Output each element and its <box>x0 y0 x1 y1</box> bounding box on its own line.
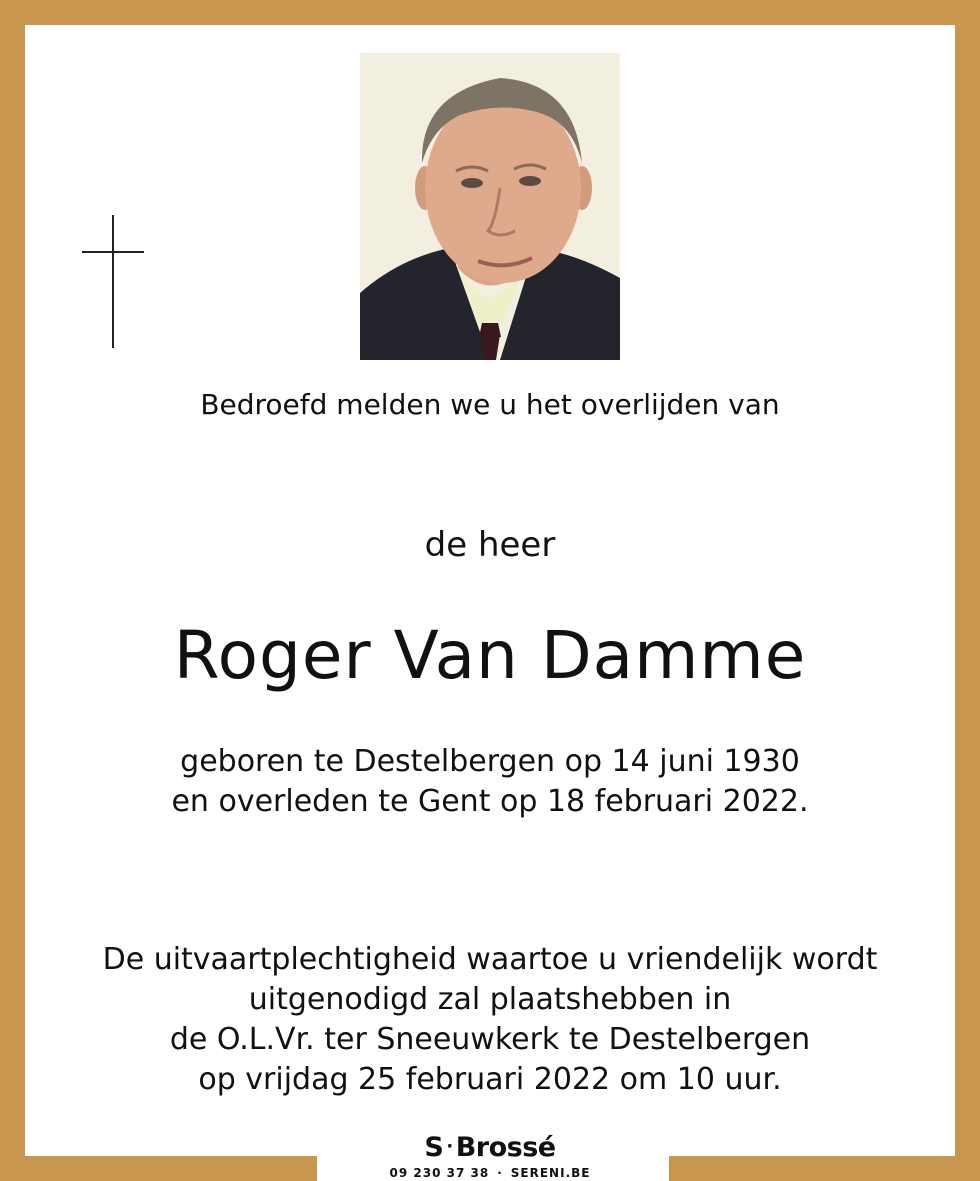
ceremony-line: op vrijdag 25 februari 2022 om 10 uur. <box>198 1062 782 1097</box>
ceremony-details <box>0 940 980 1100</box>
deceased-name: Roger Van Damme <box>173 617 807 694</box>
portrait-photo <box>360 53 620 360</box>
logo-name: Brossé <box>455 1132 556 1163</box>
honorific: de heer <box>424 525 556 565</box>
ceremony-line: de O.L.Vr. ter Sneeuwkerk te Destelbergen <box>169 1022 811 1057</box>
funeral-home-logo <box>0 1132 980 1163</box>
ceremony-line: uitgenodigd zal plaatshebben in <box>248 982 732 1017</box>
logo-dot: · <box>446 1136 453 1157</box>
logo-initial: S <box>424 1132 444 1163</box>
intro-text: Bedroefd melden we u het overlijden van <box>200 388 780 421</box>
death-line: en overleden te Gent op 18 februari 2022. <box>171 784 809 819</box>
funeral-home-contact <box>0 1166 980 1180</box>
phone-number: 09 230 37 38 <box>389 1166 490 1180</box>
website-link[interactable]: SERENI.BE <box>510 1166 591 1180</box>
contact-separator: · <box>497 1166 503 1180</box>
ceremony-line: De uitvaartplechtigheid waartoe u vriendelijk wordt <box>102 942 878 977</box>
birth-line: geboren te Destelbergen op 14 juni 1930 <box>180 744 800 779</box>
cross-icon <box>82 215 144 348</box>
life-dates <box>0 742 980 822</box>
